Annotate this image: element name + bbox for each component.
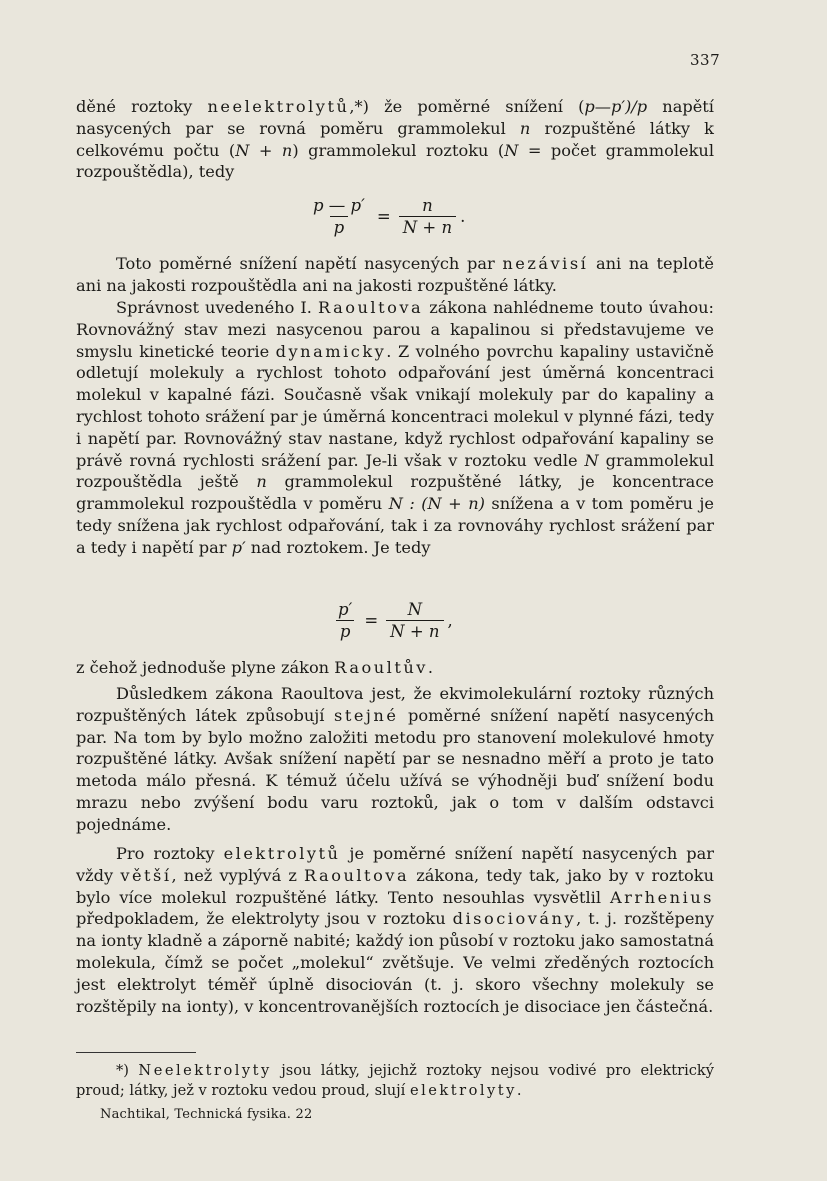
fraction-lhs bbox=[309, 196, 369, 237]
spaced-term: stejné bbox=[334, 705, 399, 725]
spaced-term: Raoultova bbox=[304, 865, 410, 885]
paragraph-6 bbox=[76, 843, 714, 1017]
punctuation: , bbox=[447, 611, 453, 630]
math: p—p′)/p bbox=[584, 97, 648, 116]
text: grammolekul rozpuštěné látky, je koncentrace grammolekul rozpouštědla v poměru bbox=[76, 472, 714, 514]
math: n bbox=[256, 472, 267, 492]
text: , než vyplývá z bbox=[171, 865, 304, 885]
punctuation: . bbox=[460, 207, 466, 226]
text: Pro roztoky bbox=[116, 844, 224, 863]
paragraph-3 bbox=[76, 297, 714, 559]
numerator: p — p′ bbox=[313, 196, 365, 215]
spaced-term: nezávisí bbox=[502, 254, 589, 273]
equation-2 bbox=[330, 600, 453, 641]
text: poměrné snížení napětí nasycených par. Na tom by bylo možno založiti metodu pro stanovení molekulové hmoty rozpuštěné látky. Avšak snížení napětí par se nesnadno měří a proto je tato metoda málo přesná. K témuž účelu užívá se výhodněji buď snížení bodu mrazu nebo zvýšení bodu varu roztoků, jak o tom v dalším odstavci pojednáme. bbox=[76, 705, 715, 834]
text: zákona, tedy tak, jako by v roztoku bylo více molekul rozpuštěné látky. Tento nesouhlas vysvětlil bbox=[76, 865, 714, 907]
paragraph-4 bbox=[76, 657, 714, 679]
spaced-term: dynamicky bbox=[275, 341, 387, 361]
spaced-term: disociovány bbox=[452, 909, 577, 929]
spaced-term: Raoultův bbox=[334, 658, 428, 677]
text: snížena a v tom poměru je tedy snížena jak rychlost odpařování, tak i za rovnováhy rychlost srážení par a tedy i napětí par bbox=[76, 494, 714, 557]
equals-sign: = bbox=[376, 207, 391, 226]
text: ,*) že poměrné snížení ( bbox=[349, 97, 585, 116]
text: ani na teplotě ani na jakosti rozpouštědla ani na jakosti rozpuštěné látky. bbox=[76, 254, 714, 295]
numerator: N bbox=[407, 600, 423, 619]
text: jsou látky, jejichž roztoky nejsou vodivé pro elektrický proud; látky, jež v roztoku vedou proud, slují bbox=[76, 1062, 714, 1099]
spaced-term: větší bbox=[120, 865, 172, 885]
spaced-term: elektrolyty bbox=[409, 1082, 517, 1099]
spaced-term: Neelektrolyty bbox=[138, 1062, 272, 1079]
equals-sign: = bbox=[364, 611, 379, 630]
signature-mark: Nachtikal, Technická fysika. 22 bbox=[100, 1107, 313, 1122]
numerator: n bbox=[422, 196, 433, 215]
text: Důsledkem zákona Raoultova jest, že ekvimolekulární roztoky různých rozpuštěných látek způsobují bbox=[76, 684, 714, 725]
spaced-term: neelektrolytů bbox=[207, 97, 350, 116]
math: p′ bbox=[231, 537, 246, 557]
math: N bbox=[584, 450, 599, 470]
spaced-term: Raoultova bbox=[318, 298, 424, 317]
text: Správnost uvedeného I. bbox=[116, 298, 319, 317]
spaced-term: Arrhenius bbox=[609, 887, 714, 907]
text: *) bbox=[116, 1062, 139, 1079]
denominator: N + n bbox=[386, 620, 443, 641]
page-number: 337 bbox=[690, 51, 721, 69]
text: nad roztokem. Je tedy bbox=[245, 537, 431, 557]
text: . Z volného povrchu kapaliny ustavičně odletují molekuly a rychlost tohoto odpařování jest úměrná koncentraci molekul v kapalné fázi. Současně však vnikají molekuly par do kapaliny a rychlost tohoto srážení par je úměrná koncentraci molekul v plynné fázi, tedy i napětí par. Rovnovážný stav nastane, když rychlost odpařování kapaliny se právě rovná rychlosti srážení par. Je-li však v roztoku vedle bbox=[76, 341, 714, 470]
math: N + n bbox=[235, 140, 293, 160]
text: rozpuštěné látky k celkovému počtu ( bbox=[76, 118, 714, 160]
text: Toto poměrné snížení napětí nasycených par bbox=[116, 254, 503, 273]
spaced-term: elektrolytů bbox=[223, 844, 341, 863]
footnote bbox=[76, 1061, 714, 1101]
text: napětí nasycených par se rovná poměru grammolekul bbox=[76, 97, 714, 138]
math: n bbox=[519, 118, 531, 138]
fraction-rhs bbox=[386, 600, 443, 641]
text: grammolekul rozpouštědla ještě bbox=[76, 450, 714, 492]
text: je poměrné snížení napětí nasycených par vždy bbox=[76, 844, 715, 885]
text: . bbox=[516, 1082, 522, 1099]
fraction-rhs bbox=[399, 196, 456, 237]
paragraph-1 bbox=[76, 96, 714, 183]
denominator: N + n bbox=[399, 216, 456, 237]
equation-1 bbox=[305, 196, 465, 237]
denominator: p bbox=[336, 620, 355, 641]
math: N bbox=[504, 140, 519, 160]
fraction-lhs bbox=[334, 600, 356, 641]
math: N : (N + n) bbox=[388, 494, 485, 514]
paragraph-5 bbox=[76, 683, 714, 836]
footnote-divider bbox=[76, 1052, 196, 1053]
denominator: p bbox=[330, 216, 349, 237]
text: ) grammolekul roztoku ( bbox=[292, 140, 505, 160]
text: = počet grammolekul rozpouštědla), tedy bbox=[76, 140, 714, 182]
text: zákona nahlédneme touto úvahou: Rovnovážný stav mezi nasycenou parou a kapalinou si představujeme ve smyslu kinetické teorie bbox=[76, 298, 714, 361]
text: . bbox=[427, 658, 434, 677]
text: děné roztoky bbox=[76, 97, 208, 116]
text: předpokladem, že elektrolyty jsou v roztoku bbox=[76, 909, 453, 929]
text: z čehož jednoduše plyne zákon bbox=[76, 658, 335, 677]
text: , t. j. rozštěpeny na ionty kladně a záporně nabité; každý ion působí v roztoku jako samostatná molekula, čímž se počet „molekul“ zvětšuje. Ve velmi zředěných roztocích jest elektrolyt téměř úplně disociován (t. j. skoro všechny molekuly se rozštěpily na ionty), v koncentrovanějších roztocích je disociace jen částečná. bbox=[76, 909, 714, 1016]
paragraph-2 bbox=[76, 253, 714, 297]
numerator: p′ bbox=[338, 600, 353, 619]
